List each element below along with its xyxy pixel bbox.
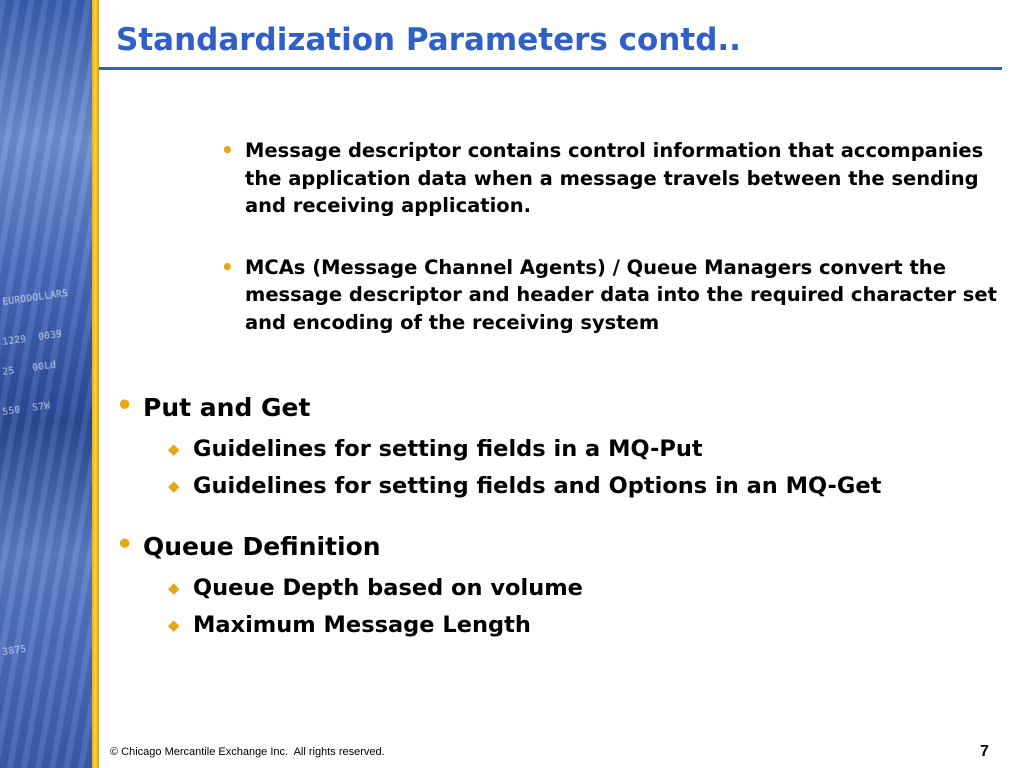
accent-bar bbox=[92, 0, 99, 768]
diamond-bullet-icon: ◆ bbox=[168, 477, 180, 495]
page-number: 7 bbox=[980, 743, 989, 760]
intro-bullet-list bbox=[221, 137, 1001, 370]
section-heading bbox=[116, 529, 1006, 562]
bullet-icon: • bbox=[116, 529, 134, 560]
title-underline bbox=[99, 67, 1002, 70]
slide-title: Standardization Parameters contd.. bbox=[116, 22, 741, 58]
section-heading-text: Put and Get bbox=[143, 393, 311, 422]
list-item bbox=[168, 431, 1006, 468]
diamond-bullet-icon: ◆ bbox=[168, 579, 180, 597]
list-item bbox=[168, 570, 1006, 607]
section-heading-text: Queue Definition bbox=[143, 532, 381, 561]
bullet-icon: • bbox=[221, 138, 234, 162]
diamond-bullet-icon: ◆ bbox=[168, 440, 180, 458]
bullet-icon: • bbox=[116, 390, 134, 421]
section-items bbox=[168, 431, 1006, 505]
bullet-icon: • bbox=[221, 254, 234, 279]
section-queue-definition bbox=[116, 529, 1006, 644]
list-item bbox=[168, 468, 1006, 505]
intro-bullet-text: MCAs (Message Channel Agents) / Queue Managers convert the message descriptor and header data into the required character set and encoding of the receiving system bbox=[245, 255, 997, 334]
copyright-footer: © Chicago Mercantile Exchange Inc. All rights reserved. bbox=[110, 746, 385, 758]
list-item bbox=[168, 607, 1006, 644]
intro-bullet bbox=[221, 137, 1001, 220]
intro-bullet-text: Message descriptor contains control information that accompanies the application data when a message travels between the sending and receiving application. bbox=[245, 139, 984, 217]
section-put-and-get bbox=[116, 390, 1006, 505]
section-items bbox=[168, 570, 1006, 644]
section-heading bbox=[116, 390, 1006, 423]
list-item-text: Guidelines for setting fields and Options in an MQ-Get bbox=[193, 473, 882, 499]
decorative-side-image: EURODOLLARS 1229 0039 25 00Ld 550 S7W 3875 bbox=[0, 0, 92, 768]
diamond-bullet-icon: ◆ bbox=[168, 616, 180, 634]
list-item-text: Guidelines for setting fields in a MQ-Put bbox=[193, 436, 703, 462]
list-item-text: Queue Depth based on volume bbox=[193, 575, 583, 601]
list-item-text: Maximum Message Length bbox=[193, 612, 531, 638]
intro-bullet bbox=[221, 254, 1001, 337]
